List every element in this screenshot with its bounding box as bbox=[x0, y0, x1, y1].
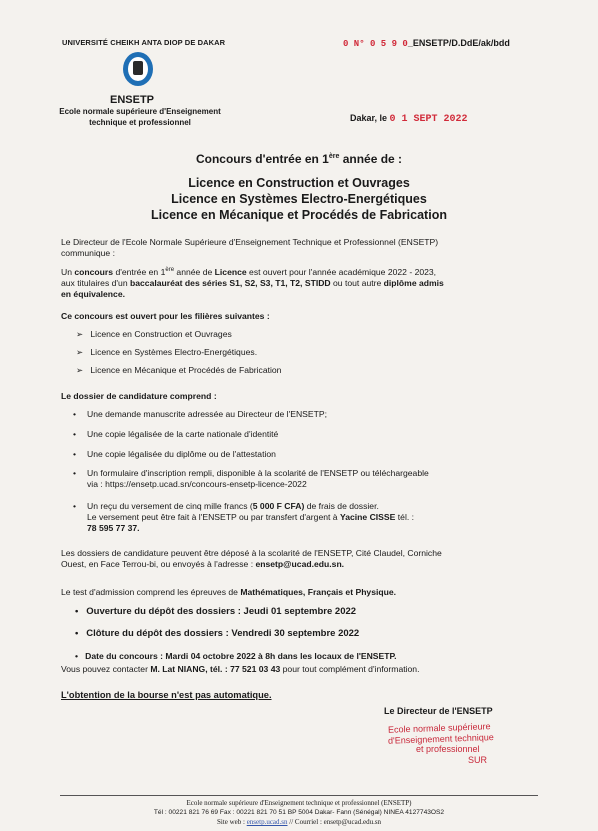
dossier-item-1: • Une demande manuscrite adressée au Directeur de l'ENSETP; bbox=[73, 409, 327, 419]
program-title-2: Licence en Systèmes Electro-Energétiques bbox=[171, 192, 427, 206]
school-acronym: ENSETP bbox=[110, 94, 155, 106]
footer-divider bbox=[60, 795, 538, 796]
reference-number bbox=[343, 38, 510, 49]
program-title-3: Licence en Mécanique et Procédés de Fabrication bbox=[151, 208, 447, 222]
university-name: UNIVERSITÉ CHEIKH ANTA DIOP DE DAKAR bbox=[62, 38, 226, 47]
ensetp-logo-icon bbox=[118, 50, 158, 88]
cloture-item: • Clôture du dépôt des dossiers : Vendredi 30 septembre 2022 bbox=[75, 628, 360, 639]
contact-line: Vous pouvez contacter M. Lat NIANG, tél. : 77 521 03 43 pour tout complément d'information. bbox=[61, 664, 420, 674]
filiere-item-2: ➢ Licence en Systèmes Electro-Energétiques. bbox=[76, 347, 258, 357]
page-title: Concours d'entrée en 1ère année de : bbox=[195, 152, 403, 166]
concours-date-item: • Date du concours : Mardi 04 octobre 2022 à 8h dans les locaux de l'ENSETP. bbox=[75, 651, 397, 661]
date-stamp: 0 1 SEPT 2022 bbox=[389, 114, 468, 125]
dossier-item-fee: • Un reçu du versement de cinq mille francs (5 000 F CFA) de frais de dossier. Le versement peut être fait à l'ENSETP ou par transfert d'argent à Yacine CISSE tél. : 78 595 77 37. bbox=[73, 501, 415, 533]
school-name: Ecole normale supérieure d'Enseignement technique et professionnel bbox=[59, 107, 221, 127]
dossier-item-2: • Une copie légalisée de la carte nationale d'identité bbox=[73, 429, 279, 439]
depot-paragraph: Les dossiers de candidature peuvent être déposé à la scolarité de l'ENSETP, Cité Claudel, Corniche Ouest, en Face Terrou-bi, ou envoyés à l'adresse : ensetp@ucad.edu.sn. bbox=[61, 548, 442, 569]
signature-title: Le Directeur de l'ENSETP bbox=[384, 706, 493, 716]
document-date: Dakar, le 0 1 SEPT 2022 bbox=[350, 113, 468, 125]
filiere-item-3: ➢ Licence en Mécanique et Procédés de Fabrication bbox=[76, 365, 282, 375]
dossier-heading: Le dossier de candidature comprend : bbox=[61, 391, 217, 401]
footer-web: Site web : ensetp.ucad.sn // Courriel : ensetp@ucad.edu.sn bbox=[216, 818, 382, 826]
filiere-item-1: ➢ Licence en Construction et Ouvrages bbox=[76, 329, 232, 339]
dossier-item-form: • Un formulaire d'inscription rempli, disponible à la scolarité de l'ENSETP ou téléchargeable via : https://ensetp.ucad.sn/concours-ensetp-licence-2022 bbox=[73, 468, 429, 489]
footer-contact: Tél : 00221 821 76 69 Fax : 00221 821 70 51 BP 5004 Dakar- Fann (Sénégal) NINEA 4127743OS2 bbox=[153, 809, 445, 816]
dossier-item-3: • Une copie légalisée du diplôme ou de l'attestation bbox=[73, 449, 276, 459]
announcement-paragraph: Un concours d'entrée en 1ère année de Licence est ouvert pour l'année académique 2022 - 2023, aux titulaires d'un baccalauréat des séries S1, S2, S3, T1, T2, STIDD ou tout autre diplôme admis en équivalence. bbox=[61, 266, 444, 299]
filieres-heading: Ce concours est ouvert pour les filières suivantes : bbox=[61, 311, 270, 321]
test-paragraph: Le test d'admission comprend les épreuves de Mathématiques, Français et Physique. bbox=[61, 587, 397, 597]
intro-paragraph: Le Directeur de l'Ecole Normale Supérieure d'Enseignement Technique et Professionnel (ENSETP) communique : bbox=[61, 237, 439, 258]
website-link[interactable]: ensetp.ucad.sn bbox=[246, 818, 288, 826]
footer-school: Ecole normale supérieure d'Enseignement technique et professionnel (ENSETP) bbox=[186, 799, 412, 807]
ref-code: _ENSETP/D.DdE/ak/bdd bbox=[407, 38, 510, 48]
official-stamp: Ecole normale supérieure d'Enseignement technique et professionnel SUR bbox=[387, 721, 494, 765]
ouverture-item: • Ouverture du dépôt des dossiers : Jeudi 01 septembre 2022 bbox=[75, 606, 357, 617]
bourse-notice: L'obtention de la bourse n'est pas automatique. bbox=[61, 690, 272, 700]
program-title-1: Licence en Construction et Ouvrages bbox=[188, 176, 410, 190]
ref-number-stamp: 0 N° 0 5 9 0 bbox=[343, 39, 408, 49]
